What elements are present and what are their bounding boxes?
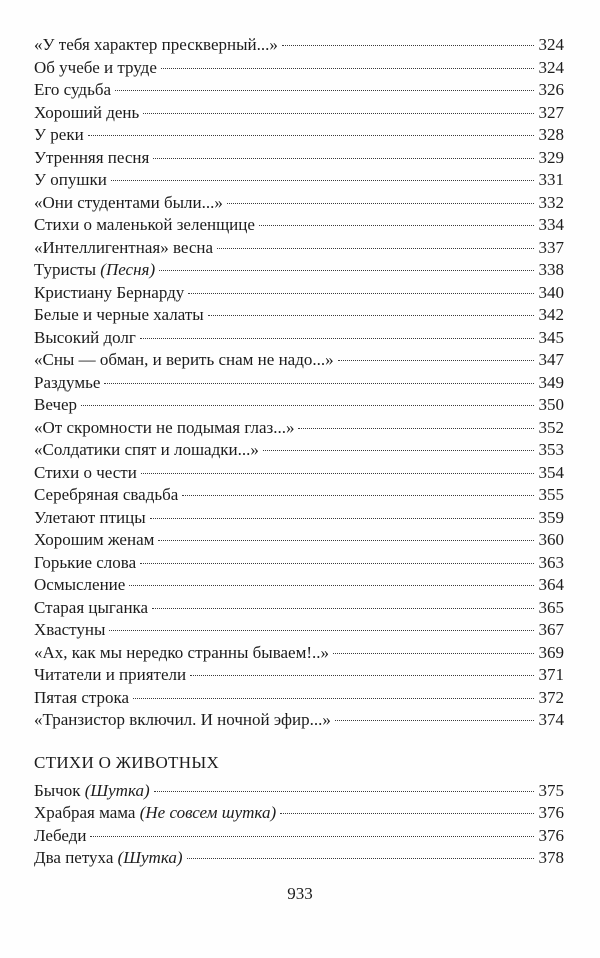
toc-entry — [34, 529, 564, 552]
toc-entry-subtitle: (Шутка) — [84, 780, 150, 800]
toc-entry-page: 354 — [538, 462, 564, 482]
toc-entry-title-text: У реки — [34, 125, 84, 144]
toc-entry-page: 374 — [538, 710, 564, 729]
toc-entry-title-text: Горькие слова — [34, 552, 137, 572]
dot-leader — [333, 653, 534, 654]
toc-entry — [34, 507, 564, 530]
toc-entry-title — [34, 259, 155, 282]
dot-leader — [111, 180, 534, 181]
toc-entry-page: 350 — [538, 395, 564, 414]
dot-leader — [263, 450, 534, 451]
dot-leader — [109, 630, 534, 631]
dot-leader — [227, 203, 534, 204]
toc-entry-title-text: «У тебя характер прескверный...» — [34, 35, 278, 54]
dot-leader — [154, 791, 534, 792]
toc-entry-title — [34, 529, 154, 552]
toc-entry — [34, 552, 564, 575]
toc-entry-title-text: Кристиану Бернарду — [34, 282, 185, 302]
toc-entry — [34, 780, 564, 803]
toc-entry-page: 342 — [538, 305, 564, 324]
dot-leader — [335, 720, 534, 721]
toc-entry — [34, 439, 564, 462]
toc-entry-page: 376 — [538, 803, 564, 822]
toc-entry-title — [34, 102, 139, 125]
toc-entry — [34, 169, 564, 192]
toc-entry-title — [34, 327, 136, 350]
dot-leader — [129, 585, 534, 586]
toc-entry — [34, 462, 564, 485]
toc-entry-page: 378 — [538, 848, 564, 867]
toc-entry — [34, 259, 564, 282]
toc-entry-title — [34, 304, 204, 327]
dot-leader — [143, 113, 534, 114]
toc-entry-title — [34, 394, 77, 417]
toc-entry-title-text: Об учебе и труде — [34, 57, 157, 77]
toc-entry-title-text: Хорошим женам — [34, 530, 155, 549]
toc-entry-subtitle: (Шутка) — [117, 848, 183, 867]
dot-leader — [88, 135, 534, 136]
toc-entry-page: 365 — [538, 597, 564, 617]
dot-leader — [115, 90, 534, 91]
toc-entry-title-text: Его судьба — [34, 80, 112, 99]
toc-entry-title — [34, 462, 137, 485]
toc-entry — [34, 619, 564, 642]
toc-entry — [34, 417, 564, 440]
dot-leader — [158, 540, 534, 541]
toc-entry-page: 345 — [538, 327, 564, 347]
toc-list-main — [34, 34, 564, 732]
toc-entry-title-text: Два петуха — [34, 848, 118, 867]
toc-entry-page: 324 — [538, 35, 564, 54]
section-heading: СТИХИ О ЖИВОТНЫХ — [34, 752, 220, 772]
dot-leader — [298, 428, 534, 429]
toc-entry — [34, 102, 564, 125]
toc-entry-page: 353 — [538, 440, 564, 459]
toc-entry-title — [34, 802, 276, 825]
toc-entry-title-text: «Интеллигентная» весна — [34, 237, 214, 257]
dot-leader — [152, 608, 534, 609]
toc-entry — [34, 349, 564, 372]
toc-entry-title — [34, 619, 105, 642]
toc-entry — [34, 192, 564, 215]
toc-entry — [34, 79, 564, 102]
toc-entry — [34, 147, 564, 170]
dot-leader — [208, 315, 534, 316]
toc-entry-title-text: У опушки — [34, 170, 107, 189]
toc-entry-title-text: «От скромности не подымая глаз...» — [34, 417, 295, 437]
dot-leader — [153, 158, 534, 159]
toc-entry-title-text: «Транзистор включил. И ночной эфир...» — [34, 710, 331, 729]
toc-entry-title — [34, 709, 331, 732]
dot-leader — [140, 563, 534, 564]
page-number: 933 — [287, 884, 313, 903]
toc-entry-title — [34, 825, 86, 848]
toc-entry — [34, 237, 564, 260]
toc-entry-title-text: Улетают птицы — [34, 507, 146, 527]
toc-entry — [34, 282, 564, 305]
toc-entry-page: 375 — [538, 780, 564, 800]
toc-entry-page: 359 — [538, 507, 564, 527]
toc-entry-title — [34, 372, 100, 395]
dot-leader — [217, 248, 534, 249]
toc-entry-title — [34, 237, 213, 260]
toc-entry-title — [34, 147, 149, 170]
toc-entry — [34, 709, 564, 732]
toc-entry-title — [34, 169, 107, 192]
toc-entry — [34, 214, 564, 237]
toc-entry-title — [34, 192, 223, 215]
toc-entry-page: 334 — [538, 215, 564, 234]
toc-entry — [34, 597, 564, 620]
toc-entry-title-text: Хороший день — [34, 102, 140, 122]
dot-leader — [259, 225, 534, 226]
dot-leader — [104, 383, 534, 384]
toc-entry — [34, 304, 564, 327]
toc-entry — [34, 664, 564, 687]
toc-entry-title-text: Читатели и приятели — [34, 665, 187, 684]
toc-entry-title-text: Хвастуны — [34, 620, 106, 639]
toc-entry-page: 364 — [538, 575, 564, 594]
toc-entry-page: 349 — [538, 372, 564, 392]
toc-entry — [34, 687, 564, 710]
toc-entry-title — [34, 847, 183, 870]
toc-list-animals — [34, 780, 564, 870]
toc-entry-title-text: Храбрая мама — [34, 803, 140, 822]
toc-entry-title — [34, 57, 157, 80]
toc-entry-page: 367 — [538, 620, 564, 639]
toc-entry — [34, 825, 564, 848]
toc-entry-title-text: «Сны — обман, и верить снам не надо...» — [34, 350, 334, 369]
toc-entry-page: 355 — [538, 485, 564, 504]
toc-entry-title — [34, 574, 125, 597]
toc-entry-title-text: Бычок — [34, 780, 85, 800]
toc-entry-title — [34, 780, 150, 803]
toc-entry-title — [34, 439, 259, 462]
toc-entry-page: 376 — [538, 825, 564, 845]
toc-entry-title-text: Раздумье — [34, 372, 101, 392]
toc-entry — [34, 372, 564, 395]
toc-entry — [34, 327, 564, 350]
toc-entry-page: 371 — [538, 665, 564, 684]
toc-entry-title-text: Старая цыганка — [34, 597, 149, 617]
toc-entry-page: 347 — [538, 350, 564, 369]
toc-entry-title-text: Пятая строка — [34, 687, 130, 707]
toc-entry — [34, 574, 564, 597]
toc-entry-title — [34, 687, 129, 710]
toc-entry — [34, 124, 564, 147]
toc-entry-page: 337 — [538, 237, 564, 257]
toc-entry — [34, 642, 564, 665]
toc-entry-page: 340 — [538, 282, 564, 302]
dot-leader — [133, 698, 534, 699]
toc-entry-page: 328 — [538, 125, 564, 144]
dot-leader — [161, 68, 534, 69]
toc-entry-page: 332 — [538, 192, 564, 212]
toc-entry-title-text: Утренняя песня — [34, 147, 150, 167]
dot-leader — [338, 360, 534, 361]
dot-leader — [280, 813, 534, 814]
toc-entry-title — [34, 552, 136, 575]
toc-entry-page: 324 — [538, 57, 564, 77]
toc-entry-title — [34, 664, 186, 687]
toc-entry-page: 329 — [538, 147, 564, 167]
dot-leader — [182, 495, 534, 496]
toc-entry-page: 326 — [538, 80, 564, 99]
toc-entry-title — [34, 34, 278, 57]
toc-entry-page: 369 — [538, 642, 564, 662]
toc-entry-title — [34, 642, 329, 665]
toc-entry-title-text: Лебеди — [34, 825, 87, 845]
toc-entry-title-text: «Они студентами были...» — [34, 192, 223, 212]
dot-leader — [150, 518, 534, 519]
toc-entry-title-text: Вечер — [34, 395, 78, 414]
dot-leader — [190, 675, 534, 676]
dot-leader — [187, 858, 534, 859]
toc-entry-title-text: Осмысление — [34, 575, 126, 594]
toc-entry-page: 372 — [538, 687, 564, 707]
toc-entry-page: 360 — [538, 530, 564, 549]
toc-entry — [34, 484, 564, 507]
toc-entry — [34, 34, 564, 57]
dot-leader — [188, 293, 534, 294]
toc-entry-title-text: Высокий долг — [34, 327, 136, 347]
toc-entry-title — [34, 124, 84, 147]
toc-entry-title-text: «Ах, как мы нередко странны бываем!..» — [34, 642, 330, 662]
toc-entry-title — [34, 484, 178, 507]
toc-entry — [34, 57, 564, 80]
toc-entry-page: 352 — [538, 417, 564, 437]
toc-entry-subtitle: (Не совсем шутка) — [139, 803, 277, 822]
toc-entry — [34, 802, 564, 825]
toc-entry-title — [34, 214, 255, 237]
toc-entry-subtitle: (Песня) — [100, 260, 156, 279]
toc-entry — [34, 847, 564, 870]
toc-entry-title-text: Белые и черные халаты — [34, 305, 204, 324]
dot-leader — [90, 836, 534, 837]
toc-entry-title — [34, 597, 148, 620]
toc-entry-page: 338 — [538, 260, 564, 279]
toc-entry-page: 327 — [538, 102, 564, 122]
toc-entry-title — [34, 507, 146, 530]
table-of-contents — [34, 34, 564, 870]
toc-entry-title — [34, 349, 334, 372]
dot-leader — [282, 45, 534, 46]
toc-entry-title — [34, 417, 294, 440]
toc-entry-title-text: Серебряная свадьба — [34, 485, 179, 504]
toc-entry-page: 363 — [538, 552, 564, 572]
dot-leader — [159, 270, 534, 271]
toc-entry-title-text: «Солдатики спят и лошадки...» — [34, 440, 259, 459]
toc-entry-title — [34, 79, 111, 102]
toc-entry-title-text: Стихи о чести — [34, 462, 137, 482]
toc-entry-title — [34, 282, 184, 305]
toc-entry-page: 331 — [538, 170, 564, 189]
dot-leader — [141, 473, 534, 474]
toc-entry — [34, 394, 564, 417]
toc-entry-title-text: Стихи о маленькой зеленщице — [34, 215, 255, 234]
dot-leader — [140, 338, 534, 339]
toc-entry-title-text: Туристы — [34, 260, 101, 279]
dot-leader — [81, 405, 534, 406]
